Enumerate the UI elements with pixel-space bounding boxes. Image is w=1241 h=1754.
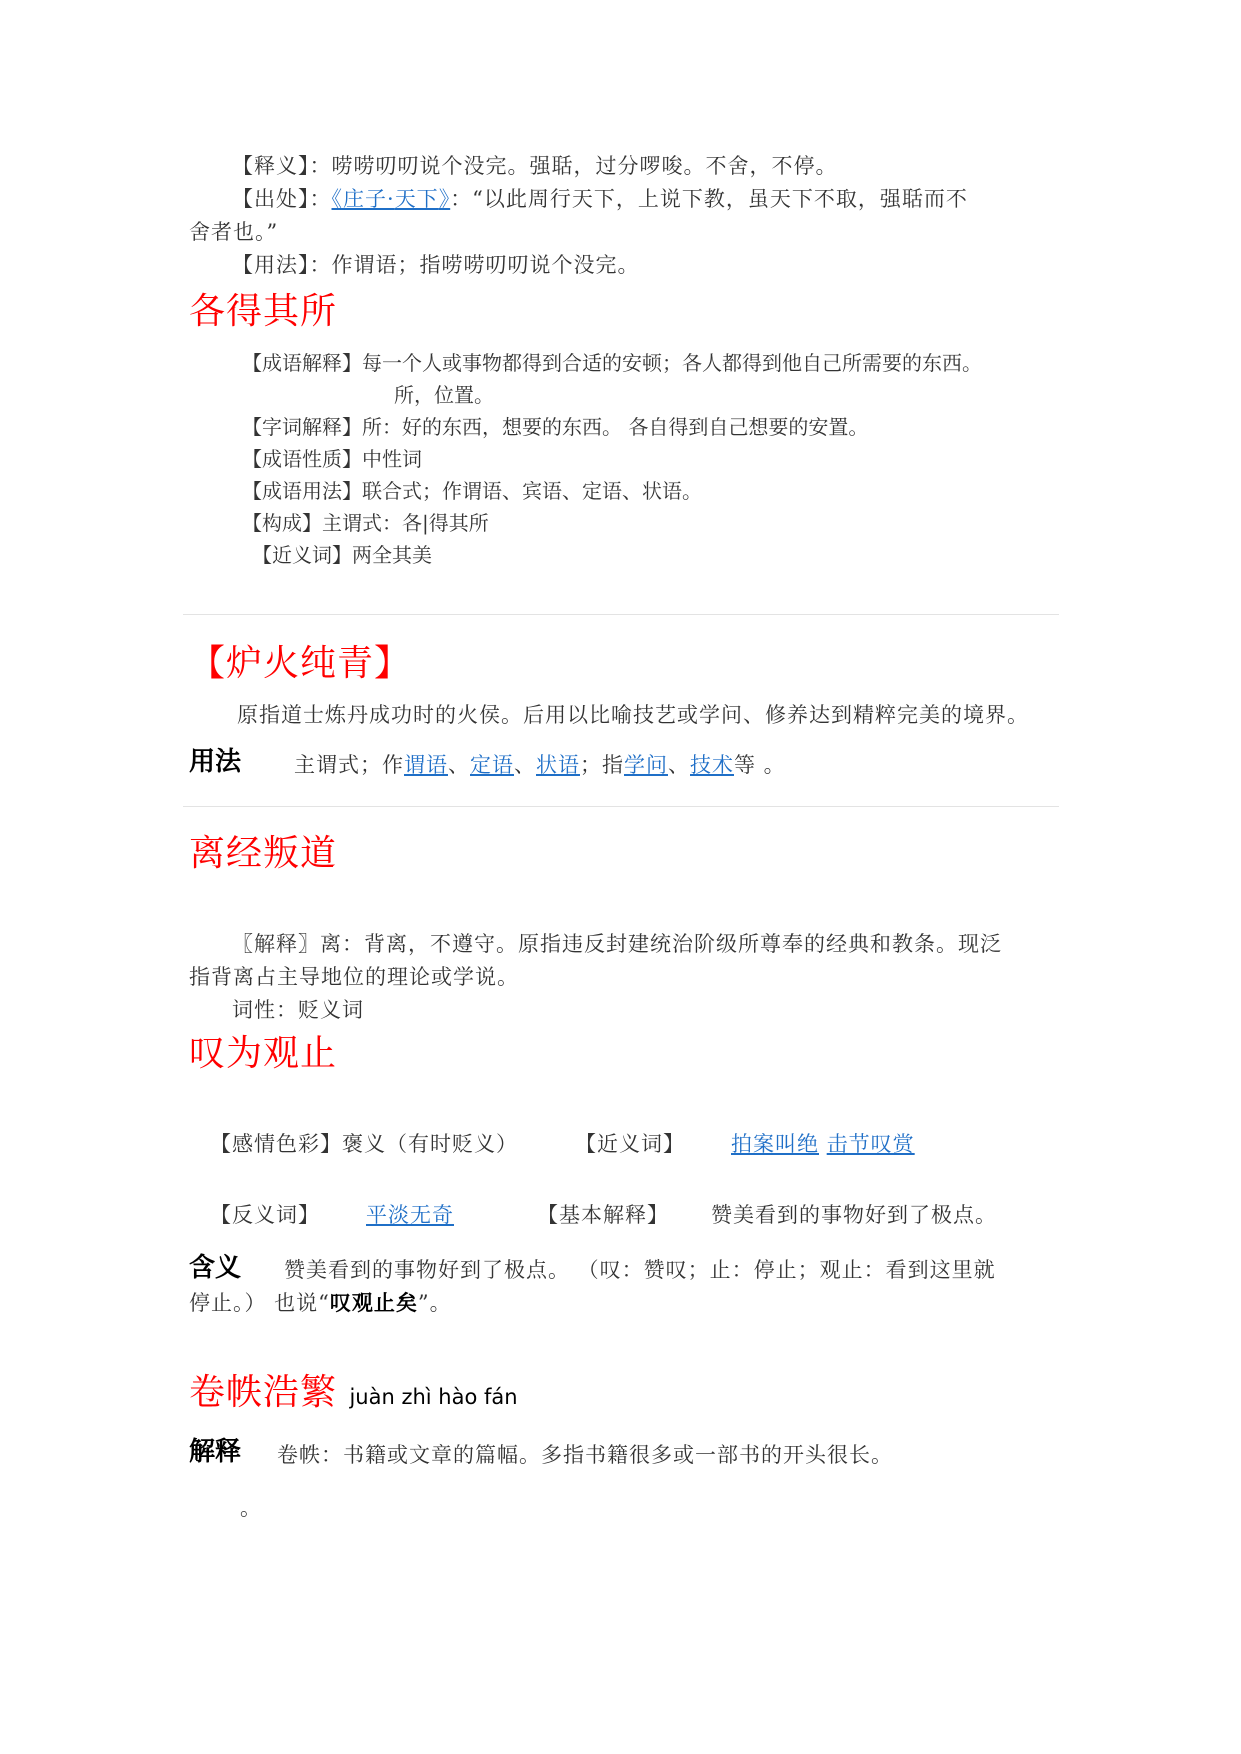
meaning-text-continued: 停止。） 也说“叹观止矣”。 [189, 1291, 452, 1315]
usage-text: 主谓式；作谓语、定语、状语；指学问、技术等 。 [294, 753, 786, 777]
meaning-text: 赞美看到的事物好到了极点。 （叹：赞叹；止：停止；观止：看到这里就 [284, 1258, 996, 1282]
idiom-explanation-continued: 所，位置。 [394, 383, 494, 407]
link-zhuangyu[interactable]: 状语 [536, 753, 580, 777]
source-line-continued: 舍者也。” [189, 220, 279, 244]
divider [183, 614, 1059, 615]
link-zhuangzi[interactable]: 庄子 [343, 187, 387, 211]
link-dingyu[interactable]: 定语 [470, 753, 514, 777]
explain-label: 解释 [189, 1437, 242, 1467]
meaning-label: 含义 [189, 1253, 242, 1283]
link-tianxia[interactable]: 天下 [394, 187, 439, 211]
word-explanation: 【字词解释】所：好的东西，想要的东西。 各自得到自己想要的安置。 [242, 415, 869, 439]
idiom-title-juanzhihaofan: 卷帙浩繁 juàn zhì hào fán [189, 1372, 518, 1413]
idiom-explanation: 【成语解释】每一个人或事物都得到合适的安顿；各人都得到他自己所需要的东西。 [242, 351, 982, 375]
idiom-title-tanweiguanzhi: 叹为观止 [189, 1033, 338, 1074]
link-pingdanwuqi[interactable]: 平淡无奇 [366, 1203, 454, 1227]
idiom-structure: 【构成】主谓式：各|得其所 [242, 511, 489, 535]
explain-text: 卷帙：书籍或文章的篇幅。多指书籍很多或一部书的开头很长。 [277, 1443, 893, 1467]
link-weiyu[interactable]: 谓语 [404, 753, 448, 777]
link-jijietanshang[interactable]: 击节叹赏 [826, 1132, 915, 1156]
idiom-usage: 【成语用法】联合式；作谓语、宾语、定语、状语。 [242, 479, 702, 503]
basic-explanation-label: 【基本解释】 [537, 1203, 669, 1227]
idiom-nature: 【成语性质】中性词 [242, 447, 422, 471]
source-line: 【出处】：《庄子·天下》：“以此周行天下，上说下教，虽天下不取，强聒而不 [232, 187, 968, 211]
synonym-label: 【近义词】 [575, 1132, 685, 1156]
idiom-title-gedeqisuo: 各得其所 [189, 291, 338, 332]
trailing-punctuation: 。 [240, 1496, 262, 1520]
link-jishu[interactable]: 技术 [690, 753, 734, 777]
usage-line: 【用法】：作谓语；指唠唠叨叨说个没完。 [232, 253, 640, 277]
emotion-color: 【感情色彩】褒义（有时贬义） [210, 1132, 518, 1156]
pinyin: juàn zhì hào fán [349, 1385, 518, 1409]
part-of-speech: 词性：贬义词 [232, 998, 364, 1022]
basic-explanation-text: 赞美看到的事物好到了极点。 [711, 1203, 997, 1227]
divider [183, 806, 1059, 807]
idiom-explanation: 〖解释〗离：背离，不遵守。原指违反封建统治阶级所尊奉的经典和教条。现泛 [232, 932, 1002, 956]
idiom-title-lijingpandao: 离经叛道 [189, 833, 338, 874]
synonym-links [731, 1130, 915, 1158]
usage-label: 用法 [189, 747, 242, 777]
definition-line: 【释义】：唠唠叨叨说个没完。强聒，过分啰唆。不舍，不停。 [232, 154, 838, 178]
idiom-explanation-continued: 指背离占主导地位的理论或学说。 [189, 965, 519, 989]
idiom-meaning: 原指道士炼丹成功时的火侯。后用以比喻技艺或学问、修养达到精粹完美的境界。 [237, 703, 1029, 727]
bold-phrase: 叹观止矣 [329, 1291, 418, 1315]
idiom-title-luhuochunqing: 【炉火纯青】 [189, 643, 412, 684]
link-paianjiaojue[interactable]: 拍案叫绝 [731, 1132, 819, 1156]
link-xuewen[interactable]: 学问 [624, 753, 668, 777]
idiom-synonym: 【近义词】两全其美 [252, 543, 432, 567]
antonym-label: 【反义词】 [210, 1203, 320, 1227]
